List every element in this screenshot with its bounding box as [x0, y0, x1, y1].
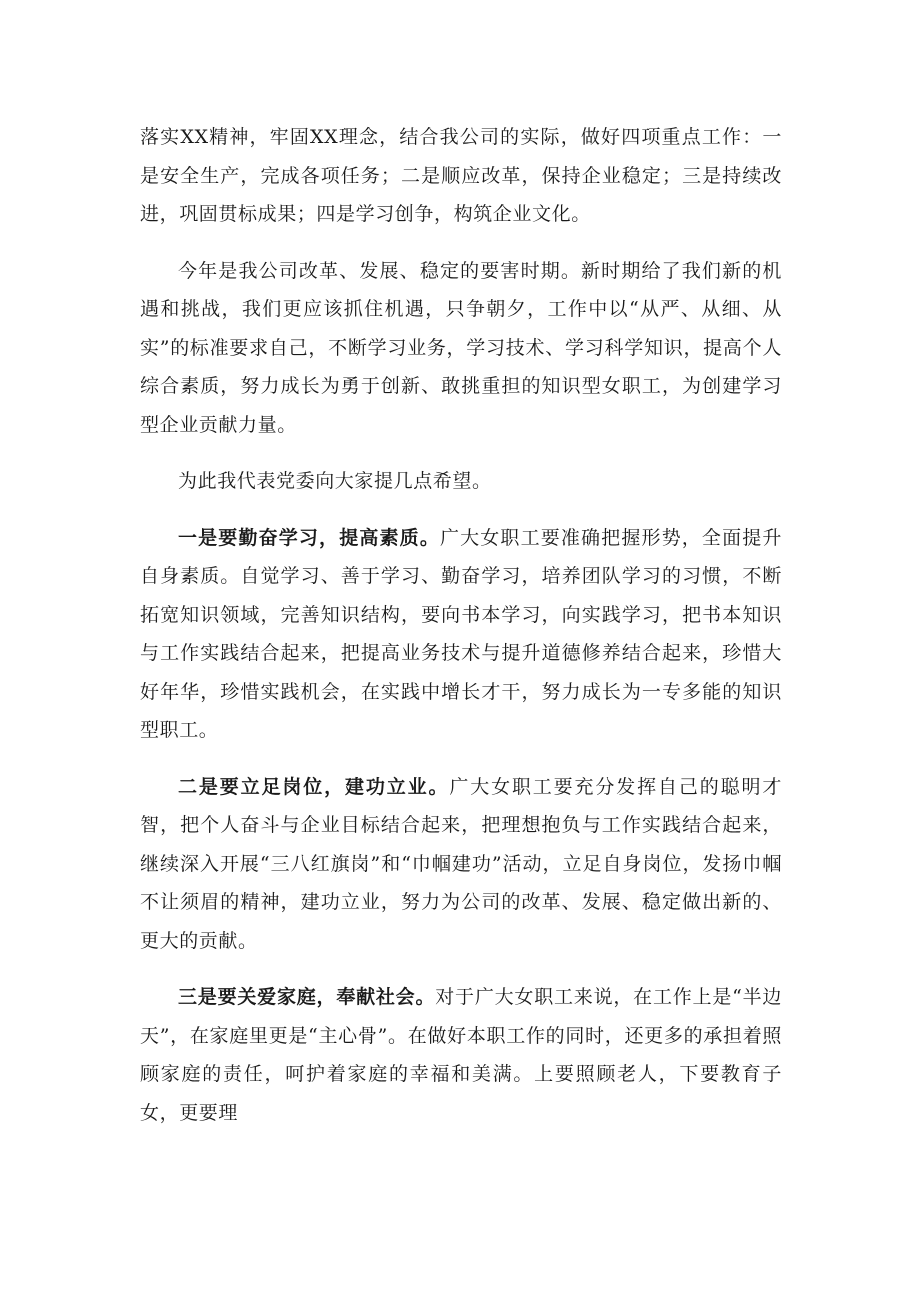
paragraph-5-heading: 二是要立足岗位，建功立业。	[178, 775, 450, 798]
paragraph-5-text: 广大女职工要充分发挥自己的聪明才智，把个人奋斗与企业目标结合起来，把理想抱负与工作实践结合起来，继续深入开展“三八红旗岗”和“巾帼建功”活动，立足自身岗位，发扬巾帼不让须眉的精神，建功立业，努力为公司的改革、发展、稳定做出新的、更大的贡献。	[140, 775, 782, 952]
paragraph-5	[140, 768, 782, 961]
paragraph-4-text: 广大女职工要准确把握形势，全面提升自身素质。自觉学习、善于学习、勤奋学习，培养团队学习的习惯，不断拓宽知识领域，完善知识结构，要向书本学习，向实践学习，把书本知识与工作实践结合起来，把提高业务技术与提升道德修养结合起来，珍惜大好年华，珍惜实践机会，在实践中增长才干，努力成长为一专多能的知识型职工。	[140, 526, 782, 741]
document-body	[140, 118, 782, 1132]
paragraph-1-text: 落实XX精神，牢固XX理念，结合我公司的实际，做好四项重点工作：一是安全生产，完成各项任务；二是顺应改革，保持企业稳定；三是持续改进，巩固贯标成果；四是学习创争，构筑企业文化。	[140, 126, 782, 225]
paragraph-6-heading: 三是要关爱家庭，奉献社会。	[178, 986, 436, 1008]
paragraph-6	[140, 978, 782, 1132]
paragraph-3-text: 为此我代表党委向大家提几点希望。	[178, 470, 492, 492]
paragraph-6-text: 对于广大女职工来说，在工作上是“半边天”，在家庭里更是“主心骨”。在做好本职工作的同时，还更多的承担着照顾家庭的责任，呵护着家庭的幸福和美满。上要照顾老人，下要教育子女，更要理	[140, 986, 782, 1124]
paragraph-4	[140, 519, 782, 750]
paragraph-3	[140, 462, 782, 501]
paragraph-2	[140, 252, 782, 445]
paragraph-1	[140, 118, 782, 234]
paragraph-2-text: 今年是我公司改革、发展、稳定的要害时期。新时期给了我们新的机遇和挑战，我们更应该抓住机遇，只争朝夕，工作中以“从严、从细、从实”的标准要求自己，不断学习业务，学习技术、学习科学知识，提高个人综合素质，努力成长为勇于创新、敢挑重担的知识型女职工，为创建学习型企业贡献力量。	[140, 259, 782, 436]
paragraph-4-heading: 一是要勤奋学习，提高素质。	[178, 526, 440, 549]
